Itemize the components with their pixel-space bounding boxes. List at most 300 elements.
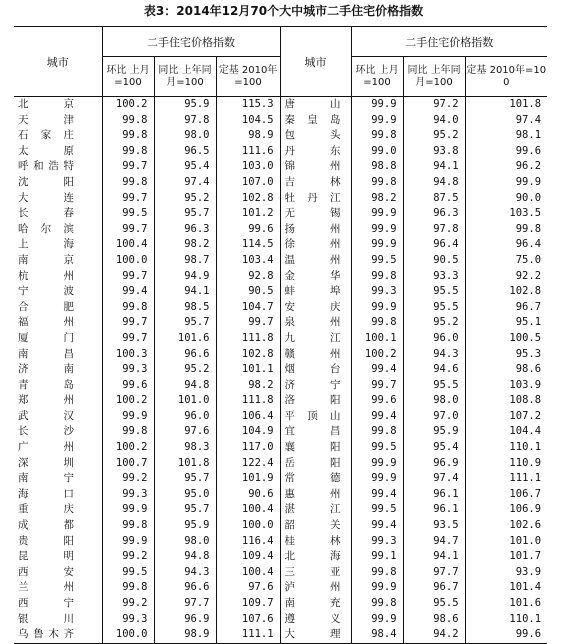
city-name: 重 庆 xyxy=(18,503,74,516)
right-yoy-cell: 94.1 xyxy=(403,549,465,565)
city-name: 秦 皇 岛 xyxy=(284,113,341,126)
left-base-cell: 101.9 xyxy=(216,471,280,487)
table-row xyxy=(14,222,547,238)
city-name: 上 海 xyxy=(18,238,74,251)
right-base-cell: 99.9 xyxy=(515,175,542,188)
left-base-cell: 115.3 xyxy=(216,97,280,113)
right-mom-header: 环比 上月=100 xyxy=(351,57,403,97)
right-mom-cell: 99.3 xyxy=(351,284,403,300)
left-yoy-cell: 101.6 xyxy=(154,331,216,347)
city-name: 南 充 xyxy=(284,597,341,609)
table-row xyxy=(14,612,547,628)
city-name: 成 都 xyxy=(18,519,74,532)
right-yoy-cell: 97.0 xyxy=(403,409,465,425)
right-yoy-cell: 93.3 xyxy=(403,269,465,285)
left-mom-cell: 100.7 xyxy=(102,456,154,472)
right-base-cell: 110.1 xyxy=(509,612,542,625)
left-base-cell: 122.4 xyxy=(216,456,280,472)
right-base-cell: 101.8 xyxy=(509,98,542,110)
left-city-cell xyxy=(14,128,102,144)
right-yoy-cell: 97.7 xyxy=(403,565,465,581)
city-name: 平 顶 山 xyxy=(284,409,341,422)
city-name: 南 京 xyxy=(18,253,74,266)
table-row xyxy=(14,97,547,113)
right-base-cell: 99.6 xyxy=(515,144,542,157)
city-name: 济 宁 xyxy=(284,378,341,391)
left-city-cell xyxy=(14,347,102,363)
right-city-cell xyxy=(280,487,351,503)
left-base-cell: 102.8 xyxy=(216,347,280,363)
right-yoy-cell: 96.7 xyxy=(403,580,465,596)
left-mom-cell: 99.5 xyxy=(102,206,154,222)
city-name: 乌鲁木齐 xyxy=(18,628,74,641)
right-yoy-cell: 95.5 xyxy=(403,378,465,394)
right-yoy-cell: 87.5 xyxy=(403,191,465,207)
city-name: 泉 州 xyxy=(284,316,341,329)
left-base-cell: 116.4 xyxy=(216,534,280,550)
left-base-cell: 90.6 xyxy=(216,487,280,503)
right-city-cell xyxy=(280,253,351,269)
right-mom-cell: 99.4 xyxy=(351,362,403,378)
right-base-cell: 101.0 xyxy=(509,534,542,547)
city-name: 三 亚 xyxy=(284,565,341,578)
table-row xyxy=(14,565,547,581)
left-yoy-cell: 98.5 xyxy=(154,300,216,316)
right-city-cell xyxy=(280,424,351,440)
right-mom-cell: 99.3 xyxy=(351,534,403,550)
right-mom-cell: 99.1 xyxy=(351,549,403,565)
right-yoy-cell: 94.7 xyxy=(403,534,465,550)
right-base-cell: 90.0 xyxy=(515,191,542,204)
left-base-cell: 103.0 xyxy=(216,159,280,175)
left-city-cell xyxy=(14,409,102,425)
right-yoy-cell: 96.9 xyxy=(403,456,465,472)
left-yoy-cell: 97.4 xyxy=(154,175,216,191)
city-name: 锦 州 xyxy=(284,160,341,173)
left-mom-cell: 100.0 xyxy=(102,627,154,643)
city-name: 安 庆 xyxy=(284,300,341,313)
left-yoy-cell: 97.8 xyxy=(154,113,216,129)
right-mom-cell: 99.9 xyxy=(351,113,403,129)
left-city-cell xyxy=(14,627,102,643)
city-name: 蚌 埠 xyxy=(284,285,341,298)
right-city-cell xyxy=(280,159,351,175)
left-city-cell xyxy=(14,487,102,503)
right-mom-cell: 99.9 xyxy=(351,471,403,487)
left-mom-header: 环比 上月=100 xyxy=(102,57,154,97)
right-city-cell xyxy=(280,471,351,487)
city-name: 韶 关 xyxy=(284,519,341,532)
left-mom-cell: 99.8 xyxy=(102,113,154,129)
left-base-cell: 104.5 xyxy=(216,113,280,129)
right-yoy-cell: 90.5 xyxy=(403,253,465,269)
right-mom-cell: 99.4 xyxy=(351,518,403,534)
right-mom-cell: 99.6 xyxy=(351,393,403,409)
left-yoy-cell: 94.1 xyxy=(154,284,216,300)
table-row xyxy=(14,175,547,191)
left-mom-cell: 99.7 xyxy=(102,222,154,238)
city-name: 湛 江 xyxy=(284,503,341,516)
left-city-cell xyxy=(14,97,102,113)
left-city-cell xyxy=(14,315,102,331)
right-base-cell: 95.3 xyxy=(515,347,542,360)
left-city-cell xyxy=(14,580,102,596)
left-city-cell xyxy=(14,159,102,175)
left-yoy-cell: 101.8 xyxy=(154,456,216,472)
right-base-cell: 92.2 xyxy=(515,269,542,282)
left-base-cell: 92.8 xyxy=(216,269,280,285)
right-mom-cell: 98.8 xyxy=(351,159,403,175)
left-mom-cell: 99.2 xyxy=(102,596,154,612)
left-city-header: 城市 xyxy=(14,27,102,97)
right-city-header: 城市 xyxy=(280,27,351,97)
left-city-cell xyxy=(14,269,102,285)
price-index-table xyxy=(14,26,547,644)
right-city-cell xyxy=(280,113,351,129)
city-name: 南 昌 xyxy=(18,347,74,360)
city-name: 唐 山 xyxy=(284,98,341,110)
left-base-cell: 101.2 xyxy=(216,206,280,222)
right-mom-cell: 99.4 xyxy=(351,409,403,425)
left-yoy-cell: 95.9 xyxy=(154,518,216,534)
left-yoy-cell: 98.0 xyxy=(154,128,216,144)
table-row xyxy=(14,191,547,207)
left-base-header: 定基 2010年=100 xyxy=(216,57,280,97)
left-mom-cell: 99.8 xyxy=(102,128,154,144)
right-mom-cell: 99.9 xyxy=(351,97,403,113)
right-yoy-cell: 97.4 xyxy=(403,471,465,487)
right-mom-cell: 99.9 xyxy=(351,612,403,628)
table-row xyxy=(14,549,547,565)
table-row xyxy=(14,315,547,331)
city-name: 九 江 xyxy=(284,331,341,344)
city-name: 长 春 xyxy=(18,207,74,220)
table-row xyxy=(14,253,547,269)
city-name: 合 肥 xyxy=(18,300,74,313)
left-yoy-cell: 94.8 xyxy=(154,549,216,565)
right-city-cell xyxy=(280,269,351,285)
city-name: 扬 州 xyxy=(284,222,341,235)
left-base-cell: 111.6 xyxy=(216,144,280,160)
left-base-cell: 104.7 xyxy=(216,300,280,316)
left-yoy-header: 同比 上年同月=100 xyxy=(154,57,216,97)
right-city-cell xyxy=(280,222,351,238)
left-yoy-cell: 95.7 xyxy=(154,471,216,487)
left-group-header: 二手住宅价格指数 xyxy=(102,27,280,57)
right-city-cell xyxy=(280,596,351,612)
city-name: 泸 州 xyxy=(284,581,341,594)
table-row xyxy=(14,378,547,394)
right-mom-cell: 99.9 xyxy=(351,456,403,472)
left-yoy-cell: 95.2 xyxy=(154,362,216,378)
left-city-cell xyxy=(14,612,102,628)
city-name: 沈 阳 xyxy=(18,175,74,188)
right-yoy-cell: 94.8 xyxy=(403,175,465,191)
right-yoy-cell: 95.2 xyxy=(403,128,465,144)
left-yoy-cell: 95.2 xyxy=(154,191,216,207)
left-yoy-cell: 96.0 xyxy=(154,409,216,425)
city-name: 兰 州 xyxy=(18,581,74,594)
right-yoy-cell: 95.9 xyxy=(403,424,465,440)
table-row xyxy=(14,487,547,503)
city-name: 昆 明 xyxy=(18,550,74,563)
city-name: 岳 阳 xyxy=(284,456,341,469)
left-yoy-cell: 95.7 xyxy=(154,502,216,518)
left-city-cell xyxy=(14,175,102,191)
table-row xyxy=(14,331,547,347)
city-name: 桂 林 xyxy=(284,534,341,547)
left-base-cell: 99.6 xyxy=(216,222,280,238)
city-name: 济 南 xyxy=(18,363,74,376)
city-name: 北 京 xyxy=(18,98,74,110)
left-yoy-cell: 96.9 xyxy=(154,612,216,628)
city-name: 烟 台 xyxy=(284,363,341,376)
city-name: 徐 州 xyxy=(284,238,341,251)
right-yoy-cell: 96.1 xyxy=(403,502,465,518)
left-base-cell: 114.5 xyxy=(216,237,280,253)
right-base-cell: 101.7 xyxy=(509,550,542,563)
right-yoy-cell: 95.5 xyxy=(403,596,465,612)
city-name: 赣 州 xyxy=(284,347,341,360)
left-city-cell xyxy=(14,596,102,612)
right-yoy-cell: 98.6 xyxy=(403,612,465,628)
left-yoy-cell: 96.3 xyxy=(154,222,216,238)
right-yoy-cell: 95.5 xyxy=(403,284,465,300)
right-city-cell xyxy=(280,206,351,222)
right-city-cell xyxy=(280,315,351,331)
left-mom-cell: 99.9 xyxy=(102,534,154,550)
right-yoy-cell: 95.4 xyxy=(403,440,465,456)
table-row xyxy=(14,424,547,440)
left-city-cell xyxy=(14,237,102,253)
right-mom-cell: 99.5 xyxy=(351,253,403,269)
left-mom-cell: 99.2 xyxy=(102,549,154,565)
table-row xyxy=(14,128,547,144)
right-city-cell xyxy=(280,237,351,253)
right-city-cell xyxy=(280,580,351,596)
right-mom-cell: 99.7 xyxy=(351,378,403,394)
right-base-cell: 102.6 xyxy=(509,519,542,532)
right-base-cell: 98.6 xyxy=(515,363,542,376)
right-base-cell: 101.4 xyxy=(509,581,542,594)
table-row xyxy=(14,393,547,409)
city-name: 西 宁 xyxy=(18,597,74,609)
right-yoy-cell: 93.5 xyxy=(403,518,465,534)
right-base-cell: 99.8 xyxy=(515,222,542,235)
city-name: 西 安 xyxy=(18,565,74,578)
left-mom-cell: 100.2 xyxy=(102,393,154,409)
right-city-cell xyxy=(280,300,351,316)
left-yoy-cell: 98.2 xyxy=(154,237,216,253)
right-yoy-header: 同比 上年同月=100 xyxy=(403,57,465,97)
left-city-cell xyxy=(14,300,102,316)
left-mom-cell: 99.3 xyxy=(102,487,154,503)
table-row xyxy=(14,284,547,300)
table-row xyxy=(14,596,547,612)
right-city-cell xyxy=(280,534,351,550)
left-mom-cell: 100.4 xyxy=(102,237,154,253)
table-row xyxy=(14,144,547,160)
table-row xyxy=(14,113,547,129)
right-yoy-cell: 97.2 xyxy=(403,97,465,113)
right-city-cell xyxy=(280,144,351,160)
table-row xyxy=(14,456,547,472)
city-name: 石 家 庄 xyxy=(18,129,74,142)
right-mom-cell: 99.5 xyxy=(351,502,403,518)
right-city-cell xyxy=(280,175,351,191)
left-base-cell: 103.4 xyxy=(216,253,280,269)
city-name: 无 锡 xyxy=(284,207,341,220)
right-yoy-cell: 95.5 xyxy=(403,300,465,316)
left-base-cell: 102.8 xyxy=(216,191,280,207)
right-city-cell xyxy=(280,191,351,207)
right-city-cell xyxy=(280,284,351,300)
left-city-cell xyxy=(14,253,102,269)
left-city-cell xyxy=(14,362,102,378)
city-name: 惠 州 xyxy=(284,487,341,500)
left-mom-cell: 99.4 xyxy=(102,284,154,300)
left-base-cell: 117.0 xyxy=(216,440,280,456)
right-city-cell xyxy=(280,549,351,565)
table-row xyxy=(14,269,547,285)
right-group-header: 二手住宅价格指数 xyxy=(351,27,547,57)
right-city-cell xyxy=(280,502,351,518)
left-mom-cell: 100.2 xyxy=(102,97,154,113)
right-base-cell: 75.0 xyxy=(515,253,542,266)
right-yoy-cell: 93.8 xyxy=(403,144,465,160)
city-name: 丹 东 xyxy=(284,144,341,157)
right-city-cell xyxy=(280,378,351,394)
left-base-cell: 100.4 xyxy=(216,502,280,518)
table-row xyxy=(14,440,547,456)
right-yoy-cell: 94.1 xyxy=(403,159,465,175)
right-mom-cell: 99.9 xyxy=(351,580,403,596)
right-mom-cell: 99.9 xyxy=(351,237,403,253)
left-base-cell: 98.2 xyxy=(216,378,280,394)
right-base-cell: 95.1 xyxy=(515,316,542,329)
left-base-cell: 111.8 xyxy=(216,393,280,409)
left-yoy-cell: 97.6 xyxy=(154,424,216,440)
left-mom-cell: 99.7 xyxy=(102,315,154,331)
left-base-cell: 104.9 xyxy=(216,424,280,440)
right-city-cell xyxy=(280,518,351,534)
table-title: 表3：2014年12月70个大中城市二手住宅价格指数 xyxy=(143,4,424,18)
left-base-cell: 111.8 xyxy=(216,331,280,347)
right-yoy-cell: 95.2 xyxy=(403,315,465,331)
left-yoy-cell: 101.0 xyxy=(154,393,216,409)
right-mom-cell: 99.8 xyxy=(351,596,403,612)
city-name: 杭 州 xyxy=(18,269,74,282)
table-row xyxy=(14,409,547,425)
left-yoy-cell: 95.0 xyxy=(154,487,216,503)
right-yoy-cell: 96.3 xyxy=(403,206,465,222)
table-row xyxy=(14,237,547,253)
left-mom-cell: 99.5 xyxy=(102,565,154,581)
right-city-cell xyxy=(280,612,351,628)
city-name: 福 州 xyxy=(18,316,74,329)
right-mom-cell: 99.9 xyxy=(351,222,403,238)
left-yoy-cell: 98.0 xyxy=(154,534,216,550)
left-base-cell: 107.6 xyxy=(216,612,280,628)
left-base-cell: 100.4 xyxy=(216,565,280,581)
left-yoy-cell: 95.4 xyxy=(154,159,216,175)
right-yoy-cell: 96.0 xyxy=(403,331,465,347)
left-mom-cell: 99.7 xyxy=(102,331,154,347)
left-mom-cell: 99.8 xyxy=(102,144,154,160)
city-name: 洛 阳 xyxy=(284,394,341,407)
right-city-cell xyxy=(280,362,351,378)
city-name: 金 华 xyxy=(284,269,341,282)
left-yoy-cell: 96.6 xyxy=(154,347,216,363)
right-base-cell: 101.6 xyxy=(509,597,542,609)
right-base-cell: 96.2 xyxy=(515,160,542,173)
right-base-cell: 98.1 xyxy=(515,129,542,142)
city-name: 遵 义 xyxy=(284,612,341,625)
right-mom-cell: 99.8 xyxy=(351,269,403,285)
left-base-cell: 101.1 xyxy=(216,362,280,378)
left-base-cell: 97.6 xyxy=(216,580,280,596)
left-mom-cell: 100.2 xyxy=(102,440,154,456)
city-name: 哈 尔 滨 xyxy=(18,222,74,235)
right-yoy-cell: 98.0 xyxy=(403,393,465,409)
right-yoy-cell: 94.3 xyxy=(403,347,465,363)
table-row xyxy=(14,502,547,518)
right-mom-cell: 99.8 xyxy=(351,565,403,581)
city-name: 郑 州 xyxy=(18,394,74,407)
left-base-cell: 98.9 xyxy=(216,128,280,144)
right-mom-cell: 99.0 xyxy=(351,144,403,160)
left-base-cell: 90.5 xyxy=(216,284,280,300)
left-city-cell xyxy=(14,393,102,409)
left-base-cell: 109.4 xyxy=(216,549,280,565)
left-mom-cell: 99.2 xyxy=(102,471,154,487)
right-yoy-cell: 94.2 xyxy=(403,627,465,643)
right-yoy-cell: 96.1 xyxy=(403,487,465,503)
left-yoy-cell: 97.7 xyxy=(154,596,216,612)
city-name: 宜 昌 xyxy=(284,425,341,438)
city-name: 温 州 xyxy=(284,253,341,266)
right-base-cell: 110.1 xyxy=(509,441,542,454)
right-base-cell: 93.9 xyxy=(515,565,542,578)
city-name: 海 口 xyxy=(18,487,74,500)
right-base-cell: 99.6 xyxy=(465,627,547,643)
left-mom-cell: 99.8 xyxy=(102,518,154,534)
left-yoy-cell: 98.7 xyxy=(154,253,216,269)
right-city-cell xyxy=(280,627,351,643)
left-city-cell xyxy=(14,206,102,222)
city-name: 包 头 xyxy=(284,129,341,142)
city-name: 广 州 xyxy=(18,441,74,454)
left-base-cell: 106.4 xyxy=(216,409,280,425)
left-mom-cell: 99.9 xyxy=(102,502,154,518)
right-base-cell: 103.9 xyxy=(509,378,542,391)
right-mom-cell: 99.8 xyxy=(351,128,403,144)
left-city-cell xyxy=(14,331,102,347)
table-row xyxy=(14,362,547,378)
right-mom-cell: 99.9 xyxy=(351,300,403,316)
left-mom-cell: 100.0 xyxy=(102,253,154,269)
right-yoy-cell: 94.0 xyxy=(403,113,465,129)
left-mom-cell: 99.8 xyxy=(102,580,154,596)
left-city-cell xyxy=(14,549,102,565)
left-base-cell: 109.7 xyxy=(216,596,280,612)
left-city-cell xyxy=(14,471,102,487)
right-yoy-cell: 94.6 xyxy=(403,362,465,378)
city-name: 宁 波 xyxy=(18,285,74,298)
left-yoy-cell: 95.7 xyxy=(154,206,216,222)
left-base-cell: 107.0 xyxy=(216,175,280,191)
right-city-cell xyxy=(280,128,351,144)
